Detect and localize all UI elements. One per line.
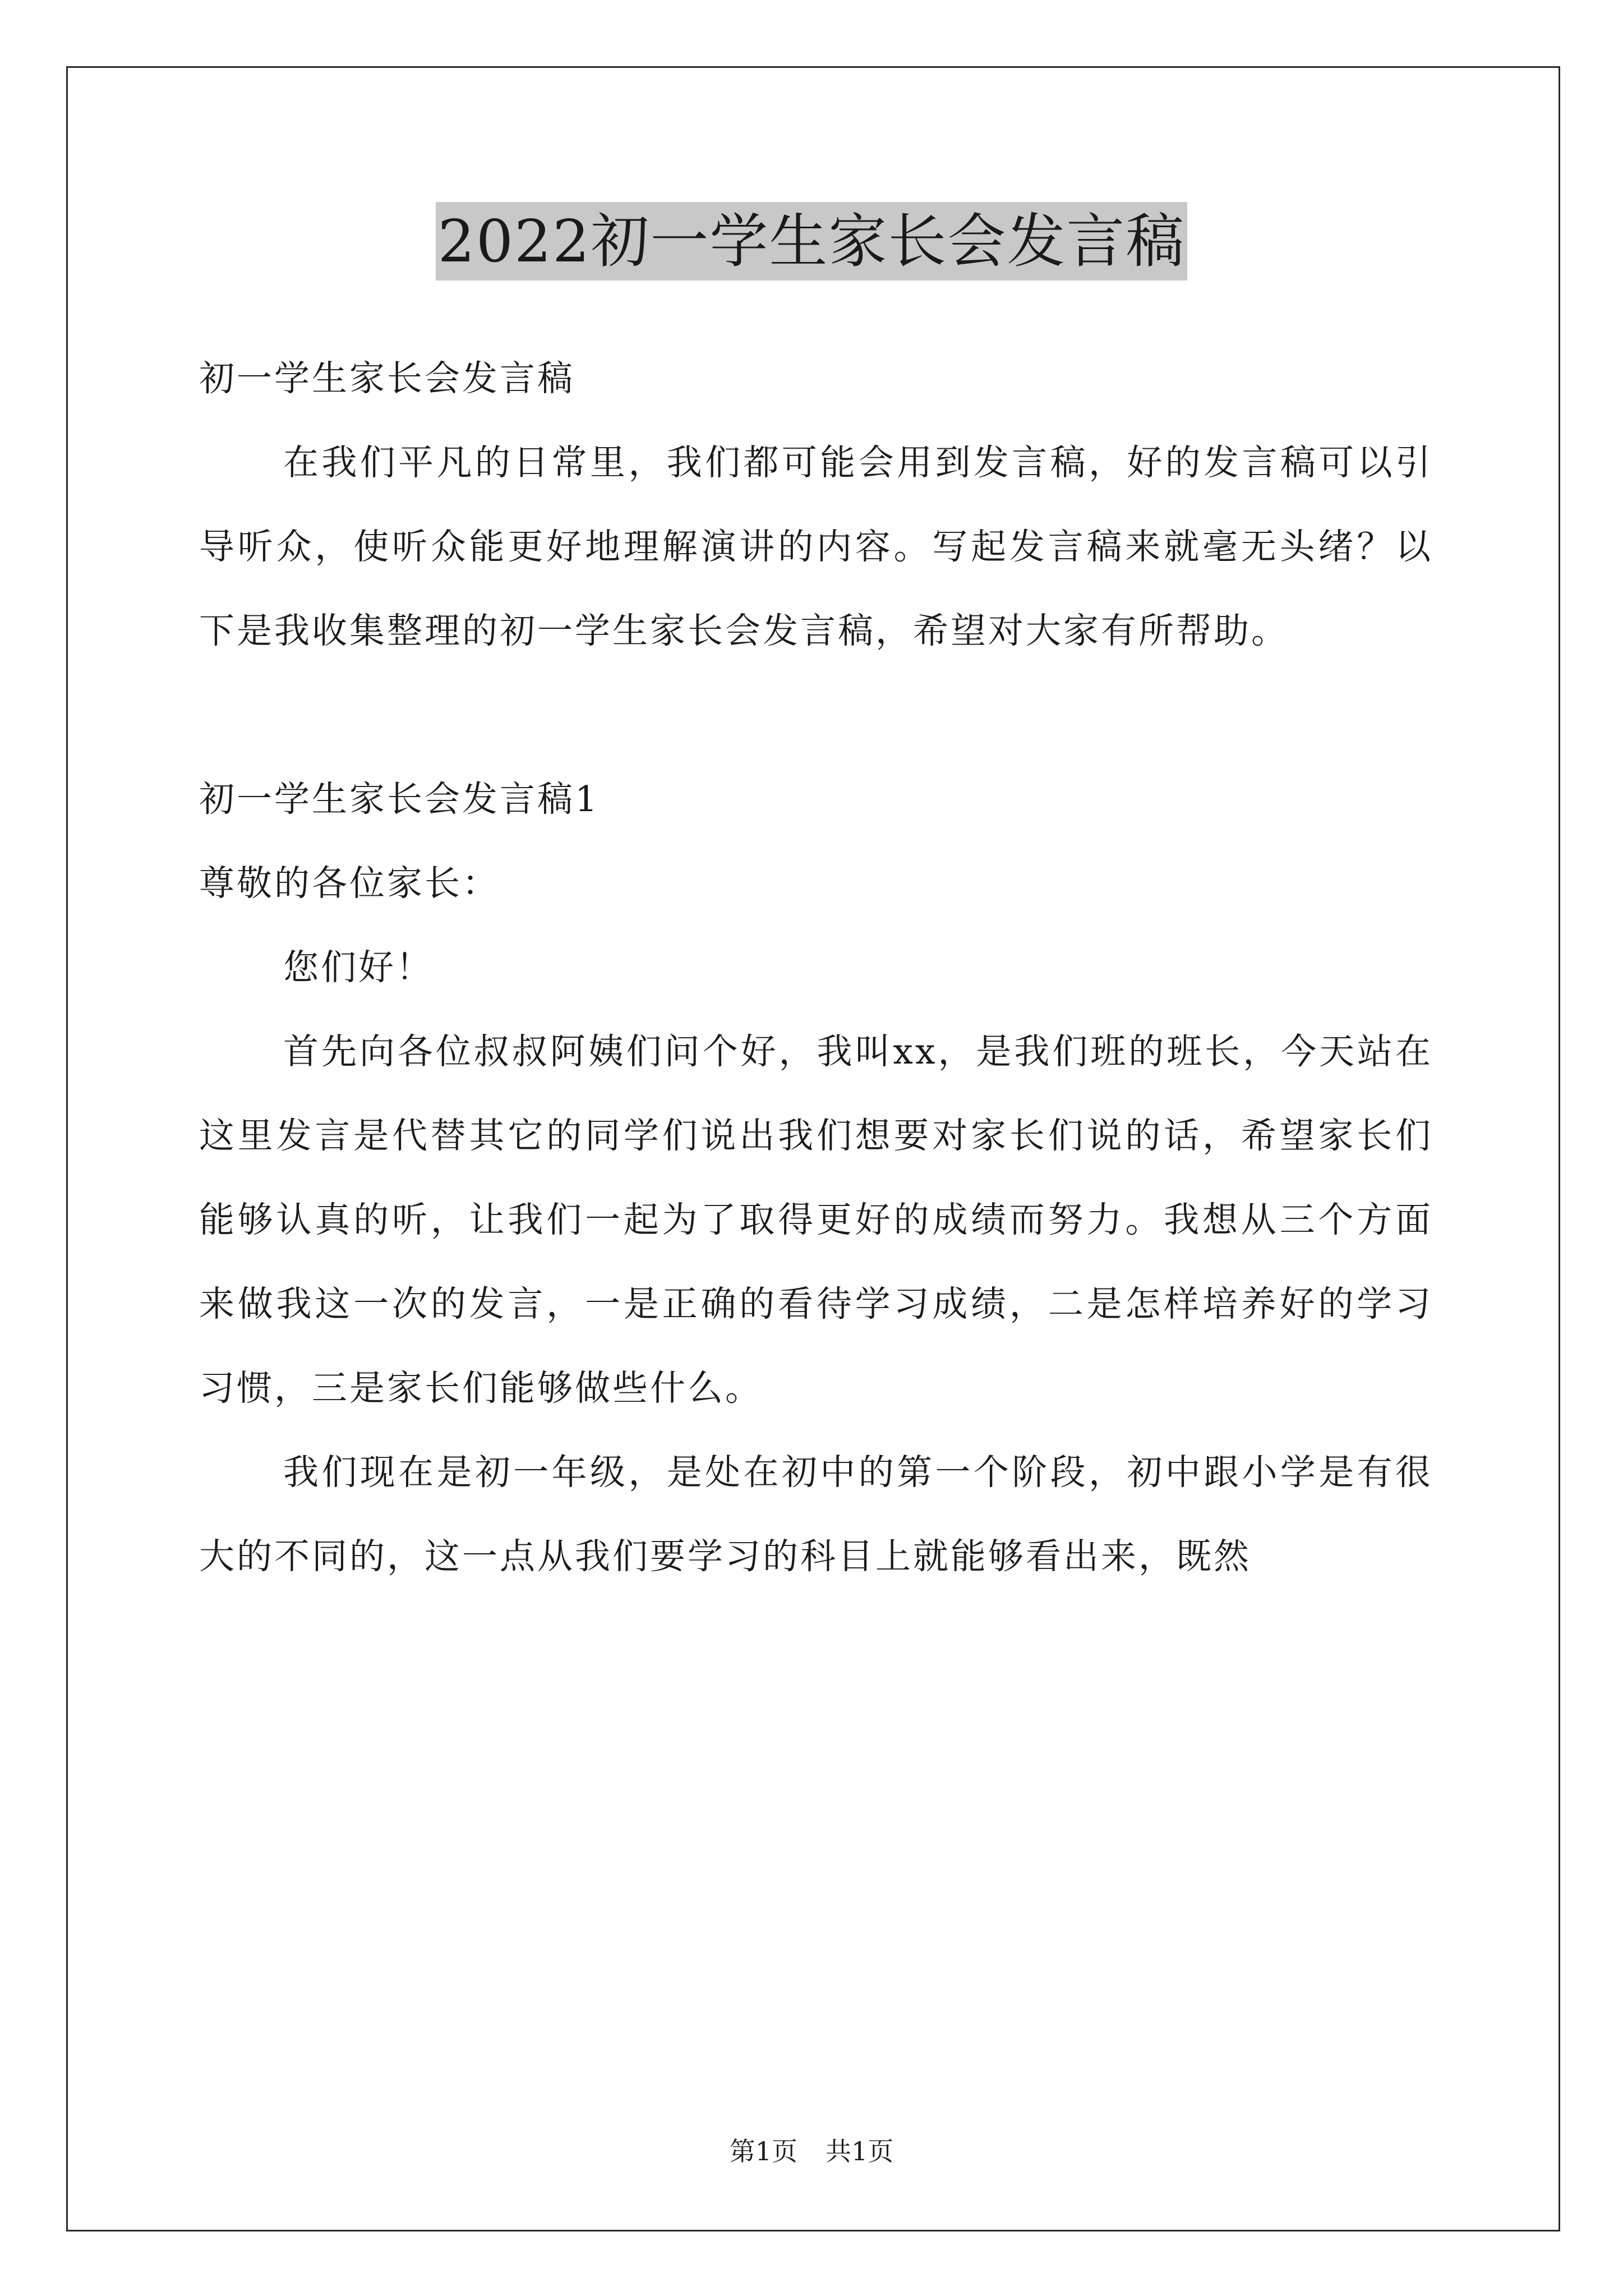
body-paragraph-2: 我们现在是初一年级，是处在初中的第一个阶段，初中跟小学是有很大的不同的，这一点从我们要学习的科目上就能够看出来，既然 xyxy=(199,1452,1433,1577)
document-subtitle: 初一学生家长会发言稿 xyxy=(199,358,575,399)
document-title-text: 2022初一学生家长会发言稿 xyxy=(436,202,1188,280)
page-number: 第1页 xyxy=(729,2136,797,2166)
greeting: 您们好！ xyxy=(283,947,434,988)
page-total: 共1页 xyxy=(826,2136,894,2166)
page-footer xyxy=(0,2134,1623,2168)
section-heading: 初一学生家长会发言稿1 xyxy=(199,779,600,820)
document-body xyxy=(199,337,1433,1599)
intro-paragraph: 在我们平凡的日常里，我们都可能会用到发言稿，好的发言稿可以引导听众，使听众能更好地理解演讲的内容。写起发言稿来就毫无头绪？以下是我收集整理的初一学生家长会发言稿，希望对大家有所帮助。 xyxy=(199,442,1433,651)
body-paragraph-1: 首先向各位叔叔阿姨们问个好，我叫xx，是我们班的班长，今天站在这里发言是代替其它的同学们说出我们想要对家长们说的话，希望家长们能够认真的听，让我们一起为了取得更好的成绩而努力。我想从三个方面来做我这一次的发言，一是正确的看待学习成绩，二是怎样培养好的学习习惯，三是家长们能够做些什么。 xyxy=(199,1031,1433,1409)
document-title xyxy=(0,202,1623,280)
salutation: 尊敬的各位家长： xyxy=(199,863,500,904)
